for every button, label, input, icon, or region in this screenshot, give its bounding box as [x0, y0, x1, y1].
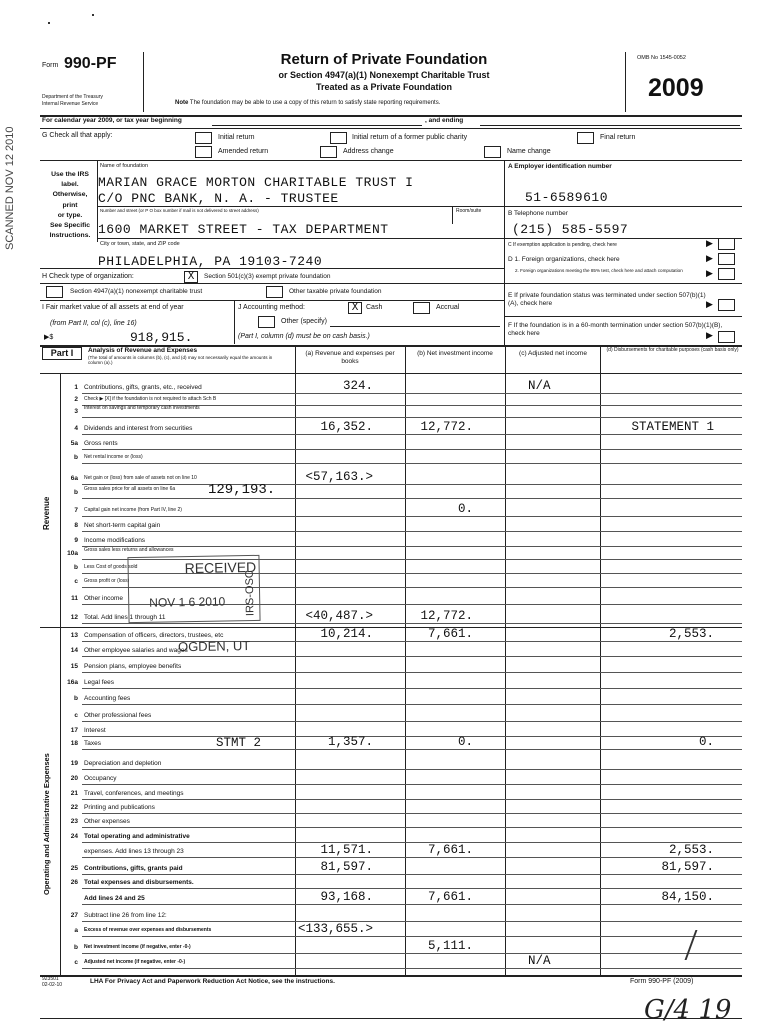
form-subtitle-2: Treated as a Private Foundation — [315, 82, 453, 92]
row-rule — [82, 546, 742, 547]
part1-row-cont-30 — [61, 843, 741, 857]
row-number: 19 — [70, 760, 78, 767]
initial-return-label: Initial return — [218, 134, 255, 141]
row-rule — [82, 827, 742, 828]
part1-row-a-35 — [61, 922, 741, 936]
row-number: b — [74, 454, 78, 461]
row-number: c — [74, 578, 78, 585]
row-label: Subtract line 26 from line 12: — [84, 912, 167, 919]
i-fmv-value[interactable]: 918,915. — [130, 330, 193, 345]
dept-irs: Internal Revenue Service — [42, 101, 99, 107]
part1-row-23-28 — [61, 816, 741, 827]
row-number: 21 — [70, 790, 78, 797]
row-rule — [82, 484, 742, 485]
row-inline-value[interactable]: 129,193. — [208, 482, 276, 498]
col-b-value[interactable]: 0. — [457, 735, 473, 749]
final-return-checkbox[interactable] — [577, 132, 594, 144]
stray-mark — [48, 22, 50, 24]
row-number: 1 — [74, 384, 78, 391]
row-label: Gross sales price for all assets on line 6a — [84, 486, 176, 492]
row-label: Net rental income or (loss) — [84, 454, 143, 460]
initial-former-label: Initial return of a former public charity — [352, 134, 468, 141]
part1-row-5a-4 — [61, 438, 741, 449]
j-accrual-label: Accrual — [436, 304, 460, 311]
j-other-checkbox[interactable] — [258, 316, 275, 328]
received-stamp: RECEIVED NOV 1 6 2010 OGDEN, UT IRS-OSC — [127, 555, 260, 623]
row-rule — [82, 516, 742, 517]
col-b-value[interactable]: 12,772. — [420, 609, 473, 623]
address-change-label: Address change — [343, 148, 394, 155]
row-label: Accounting fees — [84, 695, 131, 702]
part1-row-26-32 — [61, 877, 741, 888]
part1-row-15-18 — [61, 661, 741, 672]
revenue-side-label: Revenue — [42, 496, 51, 530]
col-c-value[interactable]: N/A — [528, 954, 551, 968]
row-statement-ref: STMT 2 — [216, 736, 262, 750]
row-number: 23 — [70, 818, 78, 825]
row-rule — [82, 721, 742, 722]
row-rule — [82, 417, 742, 418]
row-rule — [82, 688, 742, 689]
part1-row-c-37 — [61, 954, 741, 968]
h-501c3-label: Section 501(c)(3) exempt private foundation — [204, 273, 331, 280]
part1-row-b-36 — [61, 939, 741, 953]
part1-row-6a-6 — [61, 470, 741, 484]
row-number: b — [74, 944, 78, 951]
j-accrual-checkbox[interactable] — [413, 302, 430, 314]
row-rule — [82, 968, 742, 969]
h-other-taxable-label: Other taxable private foundation — [289, 288, 382, 295]
row-number: 9 — [74, 537, 78, 544]
row-label: Other professional fees — [84, 712, 152, 719]
row-number: 14 — [70, 647, 78, 654]
row-number: 16a — [67, 679, 78, 686]
row-rule — [82, 736, 742, 737]
h-4947-label: Section 4947(a)(1) nonexempt charitable trust — [70, 288, 203, 295]
col-a-header: (a) Revenue and expenses per books — [305, 350, 395, 365]
row-number: b — [74, 564, 78, 571]
room-suite-label: Room/suite — [456, 208, 482, 214]
j-accounting-label: J Accounting method: — [238, 304, 305, 311]
address-change-checkbox[interactable] — [320, 146, 337, 158]
foundation-name-1[interactable]: MARIAN GRACE MORTON CHARITABLE TRUST I — [98, 175, 414, 190]
col-b-value[interactable]: 7,661. — [427, 890, 473, 904]
part1-row-20-25 — [61, 773, 741, 784]
col-a-value[interactable]: 11,571. — [320, 843, 373, 857]
g-check-label: G Check all that apply: — [42, 132, 113, 139]
h-other-taxable-checkbox[interactable] — [266, 286, 283, 298]
part1-row-8-9 — [61, 520, 741, 531]
row-rule — [82, 463, 742, 464]
part1-label: Part I — [42, 347, 82, 360]
row-rule — [82, 498, 742, 499]
j-cash-basis-note: (Part I, column (d) must be on cash basis.) — [238, 333, 370, 340]
row-rule — [82, 704, 742, 705]
part1-row-9-10 — [61, 535, 741, 546]
row-label: Total. Add lines 1 through 11 — [84, 614, 166, 621]
row-label: Gross profit or (loss) — [84, 578, 130, 584]
row-rule — [82, 953, 742, 954]
i-fmv-sublabel: (from Part II, col (c), line 16) — [50, 320, 137, 327]
row-number: 11 — [71, 595, 78, 602]
row-label: Printing and publications — [84, 804, 155, 811]
row-rule — [82, 857, 742, 858]
part1-subtitle: (The total of amounts in columns (b), (c), and (d) may not necessarily equal the amounts in column (a).) — [88, 355, 273, 365]
row-label: Interest — [84, 727, 106, 734]
row-number: 7 — [74, 507, 78, 514]
row-label: Total expenses and disbursements. — [84, 879, 194, 886]
row-label: Depreciation and depletion — [84, 760, 162, 767]
row-number: 18 — [70, 740, 78, 747]
col-a-value[interactable]: 93,168. — [320, 890, 373, 904]
part1-row-22-27 — [61, 802, 741, 813]
part1-row-4-3 — [61, 420, 741, 434]
row-number: 2 — [74, 396, 78, 403]
row-number: 5a — [70, 440, 78, 447]
foundation-name-2[interactable]: C/O PNC BANK, N. A. - TRUSTEE — [98, 191, 339, 206]
row-rule — [82, 813, 742, 814]
col-d-value[interactable]: 81,597. — [661, 860, 714, 874]
part1-row-24-29 — [61, 831, 741, 842]
part1-row-25-31 — [61, 860, 741, 874]
d1-foreign-label: D 1. Foreign organizations, check here — [508, 256, 620, 263]
part1-row-b-5 — [61, 452, 741, 463]
arrow-icon: ▶ — [706, 238, 713, 248]
name-change-label: Name change — [507, 148, 551, 155]
col-d-value[interactable]: 2,553. — [668, 843, 714, 857]
row-rule — [82, 936, 742, 937]
col-b-value[interactable]: 7,661. — [427, 843, 473, 857]
row-label: Check ▶ [X] if the foundation is not required to attach Sch B — [84, 396, 217, 402]
use-irs-label: Use the IRS label. Otherwise, print or type. See Specific Instructions. — [49, 171, 91, 240]
col-d-value[interactable]: 84,150. — [661, 890, 714, 904]
row-label: Taxes — [84, 740, 101, 747]
row-number: 25 — [70, 865, 78, 872]
col-a-value[interactable]: 324. — [342, 379, 373, 393]
row-rule — [82, 874, 742, 875]
row-number: b — [74, 489, 78, 496]
col-c-header: (c) Adjusted net income — [519, 350, 587, 357]
row-label: Add lines 24 and 25 — [84, 895, 145, 902]
row-rule — [82, 921, 742, 922]
row-label: Dividends and interest from securities — [84, 425, 193, 432]
col-b-value[interactable]: 7,661. — [427, 627, 473, 641]
row-label: Contributions, gifts, grants, etc., received — [84, 384, 202, 391]
col-c-value[interactable]: N/A — [528, 379, 551, 393]
row-label: Legal fees — [84, 679, 114, 686]
row-label: Other income — [84, 595, 124, 602]
col-a-value[interactable]: 10,214. — [320, 627, 373, 641]
row-number: 24 — [70, 833, 78, 840]
row-number: 26 — [70, 879, 78, 886]
row-number: 17 — [70, 727, 78, 734]
row-label: Less Cost of goods sold — [84, 564, 138, 570]
part1-row-18-23 — [61, 735, 741, 750]
calendar-ending-label: , and ending — [425, 117, 464, 124]
part1-row-27-34 — [61, 910, 741, 921]
row-label: Contributions, gifts, grants paid — [84, 865, 183, 872]
amended-return-label: Amended return — [218, 148, 269, 155]
arrow-icon: ▶ — [706, 253, 713, 263]
row-rule — [82, 449, 742, 450]
col-d-value[interactable]: 2,553. — [668, 627, 714, 641]
initial-former-checkbox[interactable] — [330, 132, 347, 144]
part1-row-17-22 — [61, 725, 741, 736]
part1-row-b-7 — [61, 482, 741, 498]
form-title: Return of Private Foundation — [280, 51, 488, 68]
name-change-checkbox[interactable] — [484, 146, 501, 158]
row-rule — [82, 749, 742, 750]
omb-number: OMB No 1545-0052 — [637, 55, 686, 61]
part1-row-3-2 — [61, 406, 741, 417]
phone-value[interactable]: (215) 585-5597 — [512, 222, 629, 237]
i-fmv-label: I Fair market value of all assets at end of year — [42, 304, 184, 311]
initial-return-checkbox[interactable] — [195, 132, 212, 144]
row-number: 27 — [70, 912, 78, 919]
j-cash-checkbox[interactable]: X — [348, 302, 362, 314]
col-d-value[interactable]: 0. — [698, 735, 714, 749]
tax-year: 2009 — [648, 74, 704, 102]
row-label: Adjusted net income (if negative, enter -0-) — [84, 959, 186, 965]
col-a-value[interactable]: <133,655.> — [297, 922, 373, 936]
row-number: a — [74, 927, 78, 934]
part1-row-cont-33 — [61, 890, 741, 904]
col-a-value[interactable]: <40,487.> — [305, 609, 373, 623]
part1-row-21-26 — [61, 788, 741, 799]
col-a-value[interactable]: 16,352. — [320, 420, 373, 434]
row-rule — [82, 888, 742, 889]
row-number: c — [74, 959, 78, 966]
row-number: 22 — [70, 804, 78, 811]
f-60month-checkbox[interactable] — [718, 331, 735, 343]
row-label: Net short-term capital gain — [84, 522, 161, 529]
final-return-label: Final return — [600, 134, 636, 141]
part1-title: Analysis of Revenue and Expenses — [88, 347, 198, 354]
row-label: Travel, conferences, and meetings — [84, 790, 184, 797]
row-label: Total operating and administrative — [84, 833, 190, 840]
row-number: b — [74, 695, 78, 702]
part1-row-19-24 — [61, 758, 741, 769]
col-b-value[interactable]: 0. — [457, 502, 473, 516]
part1-row-7-8 — [61, 502, 741, 516]
calendar-year-label: For calendar year 2009, or tax year beginning — [42, 117, 182, 124]
arrow-icon: ▶ — [706, 330, 713, 340]
row-rule — [82, 904, 742, 905]
row-rule — [82, 769, 742, 770]
expenses-side-label: Operating and Administrative Expenses — [42, 753, 51, 895]
j-cash-label: Cash — [366, 304, 383, 311]
row-number: 8 — [74, 522, 78, 529]
part1-row-1-0 — [61, 379, 741, 393]
f-60month-label: F If the foundation is in a 60-month termination under section 507(b)(1)(B), check here — [508, 322, 723, 337]
part1-row-16a-19 — [61, 677, 741, 688]
row-label: Gross rents — [84, 440, 118, 447]
stray-mark — [92, 14, 94, 16]
row-number: 4 — [74, 425, 78, 432]
street-label: Number and street (or P O box number if mail is not delivered to street address) — [100, 208, 259, 213]
col-d-header: (d) Disbursements for charitable purposes (cash basis only) — [606, 347, 739, 353]
row-label: Other employee salaries and wages — [84, 647, 188, 654]
col-b-header: (b) Net investment income — [417, 350, 493, 357]
row-number: 12 — [70, 614, 78, 621]
city-label: City or town, state, and ZIP code — [100, 241, 180, 247]
scanned-stamp: SCANNED NOV 12 2010 — [4, 126, 16, 250]
row-number: 13 — [70, 632, 78, 639]
arrow-icon: ▶ — [706, 268, 713, 278]
row-label: Interest on savings and temporary cash investments — [84, 405, 200, 411]
row-label: Other expenses — [84, 818, 130, 825]
row-number: 20 — [70, 775, 78, 782]
c-exemption-checkbox[interactable] — [718, 238, 735, 250]
row-rule — [82, 799, 742, 800]
row-label: Excess of revenue over expenses and disbursements — [84, 927, 212, 933]
form-subtitle-1: or Section 4947(a)(1) Nonexempt Charitable Trust — [278, 70, 490, 80]
row-label: Pension plans, employee benefits — [84, 663, 182, 670]
row-label: Income modifications — [84, 537, 146, 544]
footer-privacy-notice: LHA For Privacy Act and Paperwork Reduction Act Notice, see the instructions. — [90, 978, 335, 985]
row-number: 10a — [67, 550, 78, 557]
dept-treasury: Department of the Treasury — [42, 94, 103, 100]
part1-row-c-21 — [61, 710, 741, 721]
d1-foreign-checkbox[interactable] — [718, 253, 735, 265]
row-label: expenses. Add lines 13 through 23 — [84, 848, 184, 855]
row-label: Net investment income (if negative, enter -0-) — [84, 944, 191, 950]
row-rule — [82, 434, 742, 435]
name-of-foundation-label: Name of foundation — [100, 163, 149, 169]
j-other-label: Other (specify) — [281, 318, 327, 325]
e-terminated-checkbox[interactable] — [718, 299, 735, 311]
row-label: Occupancy — [84, 775, 117, 782]
part1-row-2-1 — [61, 394, 741, 405]
row-rule — [82, 531, 742, 532]
part1-row-b-20 — [61, 693, 741, 704]
footer-code: 923501 02-02-10 — [42, 976, 63, 988]
c-exemption-label: C If exemption application is pending, check here — [508, 242, 617, 248]
form-number: 990-PF — [64, 55, 117, 72]
row-rule — [82, 672, 742, 673]
col-b-value[interactable]: 5,111. — [427, 939, 473, 953]
d2-foreign-label: 2. Foreign organizations meeting the 85% test, check here and attach computation — [515, 268, 683, 273]
col-a-value[interactable]: 1,357. — [327, 735, 373, 749]
i-dollar-sign: ▶$ — [44, 334, 54, 341]
row-number: c — [74, 712, 78, 719]
arrow-icon: ▶ — [706, 299, 713, 309]
row-rule — [82, 784, 742, 785]
part1-row-13-16 — [61, 627, 741, 641]
ein-value[interactable]: 51-6589610 — [525, 190, 609, 205]
row-label: Compensation of officers, directors, trustees, etc — [84, 632, 224, 639]
h-501c3-checkbox[interactable]: X — [184, 271, 198, 283]
d2-foreign-checkbox[interactable] — [718, 268, 735, 280]
h-4947-checkbox[interactable] — [46, 286, 63, 298]
form-word: Form — [42, 62, 59, 69]
col-a-value[interactable]: 81,597. — [320, 860, 373, 874]
col-d-value[interactable]: STATEMENT 1 — [631, 420, 714, 434]
amended-return-checkbox[interactable] — [195, 146, 212, 158]
row-label: Net gain or (loss) from sale of assets not on line 10 — [84, 475, 197, 481]
col-b-value[interactable]: 12,772. — [420, 420, 473, 434]
row-rule — [82, 623, 742, 624]
row-rule — [82, 656, 742, 657]
row-label: Capital gain net income (from Part IV, line 2) — [84, 507, 182, 513]
row-number: 6a — [70, 475, 78, 482]
row-number: 15 — [70, 663, 78, 670]
e-terminated-label: E If private foundation status was terminated under section 507(b)(1)(A), check here — [508, 292, 706, 307]
city-state-zip[interactable]: PHILADELPHIA, PA 19103-7240 — [98, 254, 323, 269]
phone-label: B Telephone number — [508, 210, 568, 217]
ein-label: A Employer identification number — [508, 163, 612, 170]
form-note: Note The foundation may be able to use a copy of this return to satisfy state reporting requirements. — [175, 100, 441, 106]
h-type-label: H Check type of organization: — [42, 273, 134, 280]
footer-form-label: Form 990-PF (2009) — [630, 978, 694, 985]
col-a-value[interactable]: <57,163.> — [305, 470, 373, 484]
street-address[interactable]: 1600 MARKET STREET - TAX DEPARTMENT — [98, 222, 389, 237]
handwritten-initials: G/4 19 — [644, 995, 732, 1024]
part1-row-14-17 — [61, 645, 741, 656]
row-rule — [82, 842, 742, 843]
row-label: Gross sales less returns and allowances — [84, 547, 174, 553]
row-number: 3 — [74, 408, 78, 415]
